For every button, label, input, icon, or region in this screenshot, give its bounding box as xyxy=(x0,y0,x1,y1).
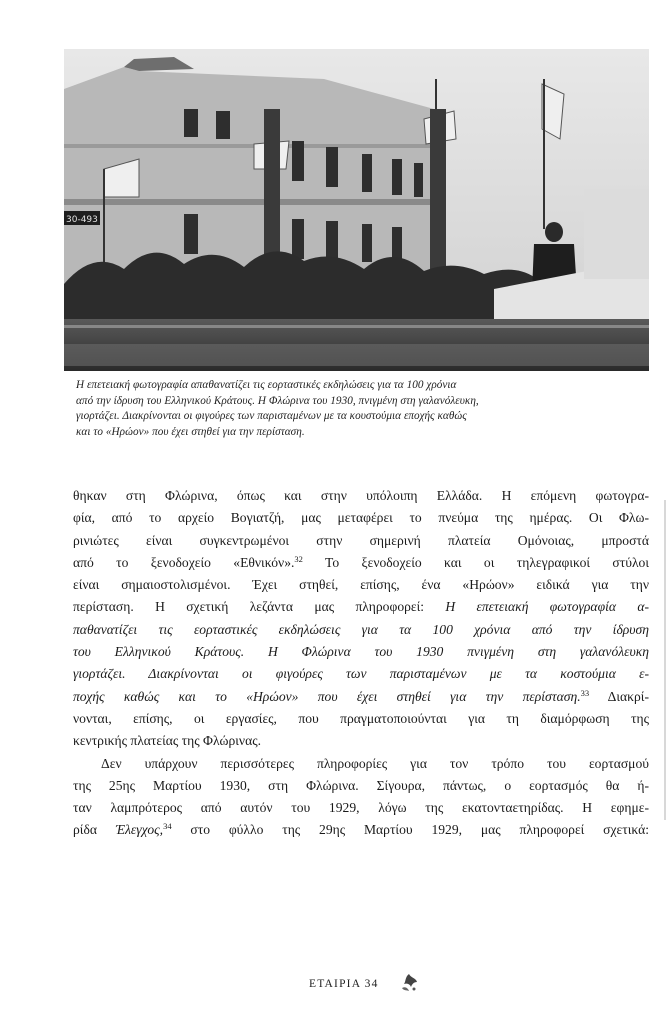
quote-text: Η επετειακή φωτογραφία α- xyxy=(445,599,649,615)
caption-line: από την ίδρυση του Ελληνικού Κράτους. Η Φλώρινα του 1930, πνιγμένη στη γαλανόλευκη, xyxy=(76,394,479,407)
body-line: είναι σημαιοστολισμένοι. Έχει στηθεί, επίσης, ένα «Ηρώον» ειδικά για την xyxy=(73,577,649,593)
body-line xyxy=(73,596,649,618)
body-line: νονται, επίσης, οι εργασίες, που πραγματοποιούνται για τη διαμόρφωση της xyxy=(73,710,649,726)
body-line: Δεν υπάρχουν περισσότερες πληροφορίες για τον τρόπο του εορτασμού xyxy=(101,755,649,771)
caption-line: γιορτάζει. Διακρίνονται οι φιγούρες των παρισταμένων με τα κουστούμια εποχής καθώς xyxy=(76,410,467,422)
footnote-ref-34: 34 xyxy=(163,821,172,832)
body-text-span: Το ξενοδοχείο και οι τηλεγραφικοί στύλοι xyxy=(302,554,649,570)
body-text-span: στο φύλλο της 29ης Μαρτίου 1929, μας πληροφορεί σχετικά: xyxy=(171,822,649,838)
body-line: της 25ης Μαρτίου 1930, στη Φλώρινα. Σίγουρα, πάντως, ο εορτασμός θα ή- xyxy=(73,777,649,793)
footnote-ref-32: 32 xyxy=(294,553,303,564)
body-line: κεντρικής πλατείας της Φλώρινας. xyxy=(73,733,261,749)
flourish-ornament-icon xyxy=(398,972,420,994)
newspaper-name: Έλεγχος, xyxy=(115,822,164,838)
body-text-span: περίσταση. Η σχετική λεζάντα μας πληροφορεί: xyxy=(73,599,446,615)
body-text-span: ρίδα xyxy=(73,822,116,838)
caption-line: Η επετειακή φωτογραφία απαθανατίζει τις εορταστικές εκδηλώσεις για τα 100 χρόνια xyxy=(76,379,457,391)
page-footer: ΕΤΑΙΡΙΑ 34 xyxy=(309,978,379,990)
shop-sign-text: 30-493 xyxy=(66,215,98,225)
footnote-ref-33: 33 xyxy=(580,687,590,698)
body-line xyxy=(73,686,649,708)
body-text xyxy=(73,485,649,842)
quote-line: του Ελληνικού Κράτους. Η Φλώρινα του 1930 πνιγμένη στη γαλανόλευκη xyxy=(73,644,649,660)
body-line: ταν λαμπρότερος από αυτόν του 1929, λόγω της εκατονταετηρίδας. Η εφημε- xyxy=(73,800,649,816)
body-text-span: από το ξενοδοχείο «Εθνικόν». xyxy=(73,554,295,570)
body-line xyxy=(73,552,649,574)
quote-line: παθανατίζει τις εορταστικές εκδηλώσεις για τα 100 χρόνια από την ίδρυση xyxy=(73,621,649,637)
historical-photo xyxy=(64,49,649,371)
body-text-span: Διακρί- xyxy=(589,688,649,704)
body-line xyxy=(73,819,649,841)
body-line: φία, από το αρχείο Βογιατζή, μας μεταφέρει το πνεύμα της ημέρας. Οι Φλω- xyxy=(73,510,649,526)
quote-text: ποχής καθώς και το «Ηρώον» που έχει στηθεί για την περίσταση. xyxy=(73,688,581,704)
caption-line: και το «Ηρώον» που έχει στηθεί για την περίσταση. xyxy=(76,425,305,438)
photo-caption xyxy=(76,378,646,440)
body-line: ρινιώτες είναι συγκεντρωμένοι στην σημερινή πλατεία Ομόνοιας, μπροστά xyxy=(73,532,649,548)
body-line: θηκαν στη Φλώρινα, όπως και στην υπόλοιπη Ελλάδα. Η επόμενη φωτογρα- xyxy=(73,488,649,503)
quote-line: γιορτάζει. Διακρίνονται οι φιγούρες των παρισταμένων με τα κοστούμια ε- xyxy=(73,666,649,682)
